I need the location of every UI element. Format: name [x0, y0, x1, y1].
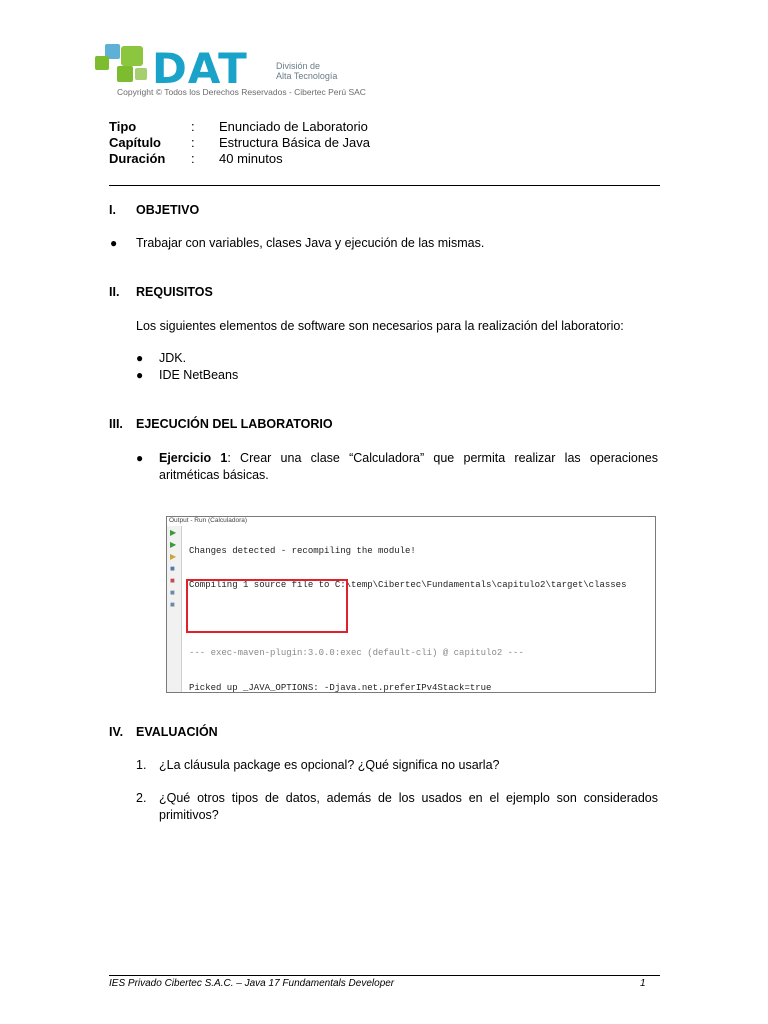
forward-icon: ▶	[170, 552, 177, 561]
logo-wordmark: DAT	[152, 44, 248, 93]
section-title: EJECUCIÓN DEL LABORATORIO	[136, 417, 333, 431]
requisito-item: IDE NetBeans	[159, 368, 239, 382]
requisito-item: JDK.	[159, 351, 187, 365]
meta-row-capitulo	[109, 135, 509, 151]
console-line: Picked up _JAVA_OPTIONS: -Djava.net.preferIPv4Stack=true	[189, 682, 492, 693]
exercise-label: Ejercicio 1	[159, 451, 228, 465]
console-line: Compiling 1 source file to C:\temp\Cibertec\Fundamentals\capitulo2\target\classes	[189, 580, 627, 591]
meta-row-duracion	[109, 151, 509, 167]
meta-sep: :	[191, 151, 195, 166]
meta-value: Enunciado de Laboratorio	[219, 119, 368, 134]
console-output-screenshot	[166, 516, 656, 693]
page-number: 1	[640, 978, 646, 989]
rerun-icon: ▶	[170, 528, 177, 537]
settings-icon: ■	[170, 564, 175, 573]
question-number: 1.	[136, 758, 147, 772]
question-number: 2.	[136, 791, 147, 805]
section-title: EVALUACIÓN	[136, 725, 218, 739]
meta-key: Duración	[109, 151, 166, 166]
section-number: III.	[109, 417, 123, 431]
bullet-dot: ●	[136, 451, 144, 465]
section-title: REQUISITOS	[136, 285, 213, 299]
meta-key: Tipo	[109, 119, 137, 134]
requisitos-intro: Los siguientes elementos de software son necesarios para la realización del laboratorio:	[136, 319, 624, 333]
footer-text: IES Privado Cibertec S.A.C. – Java 17 Fundamentals Developer	[109, 978, 395, 989]
bullet-dot: ●	[136, 351, 144, 365]
console-toolbar	[167, 526, 182, 692]
console-line: --- exec-maven-plugin:3.0.0:exec (default-cli) @ capitulo2 ---	[189, 648, 524, 659]
section-number: I.	[109, 203, 116, 217]
bullet-dot: ●	[110, 236, 118, 250]
bullet-dot: ●	[136, 368, 144, 382]
footer-divider	[109, 975, 660, 976]
clear-icon: ■	[170, 600, 175, 609]
results-highlight-box	[186, 579, 348, 633]
logo-subtitle: División de Alta Tecnología	[276, 61, 338, 81]
meta-row-tipo	[109, 119, 509, 135]
meta-value: Estructura Básica de Java	[219, 135, 371, 150]
meta-key: Capítulo	[109, 135, 161, 150]
meta-value: 40 minutos	[219, 151, 283, 166]
stop-icon: ■	[170, 576, 175, 585]
objetivo-text: Trabajar con variables, clases Java y ejecución de las mismas.	[136, 236, 485, 250]
copyright-text: Copyright © Todos los Derechos Reservados - Cibertec Perú SAC	[117, 87, 366, 97]
question-text: ¿Qué otros tipos de datos, además de los usados en el ejemplo son considerados primitivos?	[159, 791, 658, 822]
exercise-description: : Crear una clase “Calculadora” que permita realizar las operaciones aritméticas básicas.	[159, 451, 659, 482]
exercise-text	[159, 450, 658, 484]
console-line: Changes detected - recompiling the module!	[189, 545, 416, 556]
header-divider	[109, 185, 660, 186]
section-title: OBJETIVO	[136, 203, 200, 217]
output-icon: ■	[170, 588, 175, 597]
console-title: Output - Run (Calculadora)	[169, 517, 248, 524]
question-text: ¿La cláusula package es opcional? ¿Qué significa no usarla?	[159, 758, 500, 772]
run-icon: ▶	[170, 540, 177, 549]
meta-sep: :	[191, 119, 195, 134]
section-number: II.	[109, 285, 120, 299]
meta-sep: :	[191, 135, 195, 150]
section-number: IV.	[109, 725, 124, 739]
